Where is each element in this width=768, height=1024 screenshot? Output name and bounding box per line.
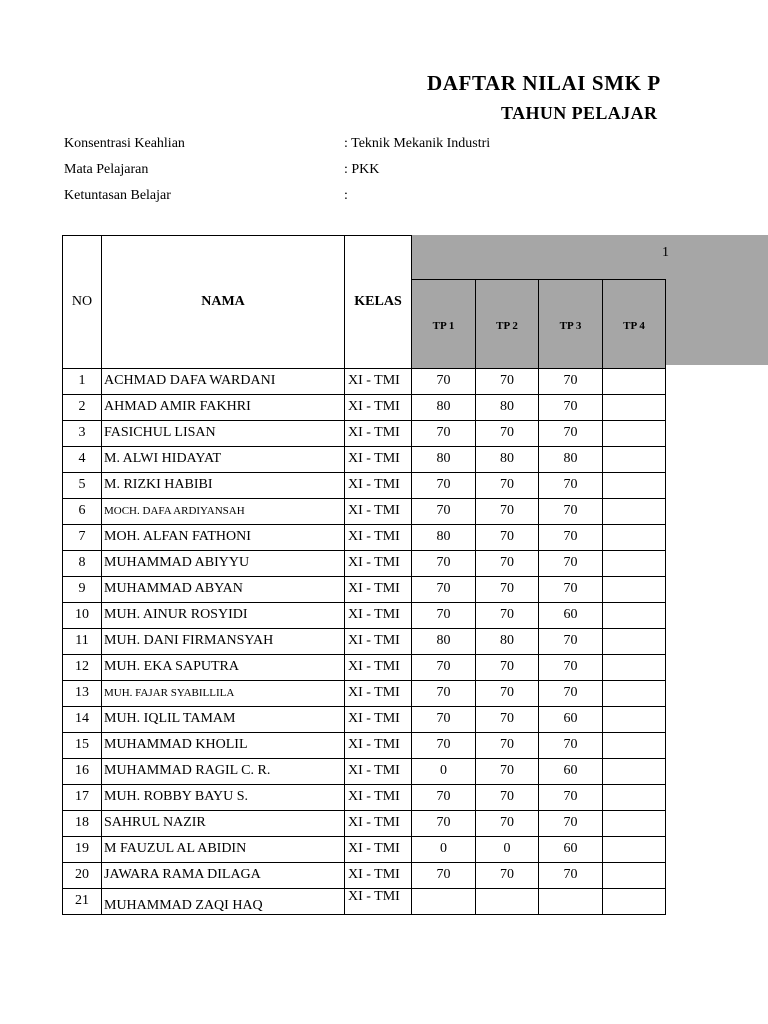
cell-tp4 bbox=[603, 784, 666, 810]
cell-tp3: 70 bbox=[539, 576, 603, 602]
cell-no: 2 bbox=[63, 394, 102, 420]
cell-tp1: 70 bbox=[412, 654, 476, 680]
header-tp1: TP 1 bbox=[412, 279, 476, 368]
table-row bbox=[63, 888, 666, 914]
cell-nama: MOH. ALFAN FATHONI bbox=[102, 524, 345, 550]
cell-tp1: 70 bbox=[412, 680, 476, 706]
table-row bbox=[63, 446, 666, 472]
cell-nama: MUH. FAJAR SYABILLILA bbox=[102, 680, 345, 706]
table-row bbox=[63, 654, 666, 680]
cell-kelas: XI - TMI bbox=[345, 758, 412, 784]
cell-tp1: 80 bbox=[412, 628, 476, 654]
cell-no: 19 bbox=[63, 836, 102, 862]
cell-nama: ACHMAD DAFA WARDANI bbox=[102, 368, 345, 394]
table-row bbox=[63, 368, 666, 394]
cell-tp2: 70 bbox=[476, 784, 539, 810]
table-row bbox=[63, 758, 666, 784]
table-row bbox=[63, 706, 666, 732]
cell-tp1: 0 bbox=[412, 758, 476, 784]
cell-tp4 bbox=[603, 368, 666, 394]
cell-tp2: 80 bbox=[476, 446, 539, 472]
cell-nama: MUHAMMAD KHOLIL bbox=[102, 732, 345, 758]
cell-nama: JAWARA RAMA DILAGA bbox=[102, 862, 345, 888]
cell-tp2: 70 bbox=[476, 472, 539, 498]
cell-tp4 bbox=[603, 810, 666, 836]
cell-tp4 bbox=[603, 628, 666, 654]
cell-tp3: 70 bbox=[539, 862, 603, 888]
cell-tp3: 60 bbox=[539, 706, 603, 732]
meta-value-ketuntasan: : bbox=[344, 188, 348, 203]
cell-tp2: 70 bbox=[476, 420, 539, 446]
cell-kelas: XI - TMI bbox=[345, 862, 412, 888]
cell-tp3: 70 bbox=[539, 810, 603, 836]
cell-kelas: XI - TMI bbox=[345, 784, 412, 810]
cell-tp1: 70 bbox=[412, 784, 476, 810]
cell-tp2: 70 bbox=[476, 576, 539, 602]
cell-tp2: 70 bbox=[476, 498, 539, 524]
cell-tp4 bbox=[603, 836, 666, 862]
table-row bbox=[63, 498, 666, 524]
table-row bbox=[63, 394, 666, 420]
cell-tp1: 70 bbox=[412, 810, 476, 836]
cell-kelas: XI - TMI bbox=[345, 368, 412, 394]
cell-tp2: 70 bbox=[476, 810, 539, 836]
table-row bbox=[63, 524, 666, 550]
grades-table bbox=[62, 235, 666, 915]
cell-tp4 bbox=[603, 524, 666, 550]
truncated-header-text: 1 bbox=[662, 245, 669, 260]
cell-tp2: 80 bbox=[476, 628, 539, 654]
cell-no: 17 bbox=[63, 784, 102, 810]
cell-tp2: 70 bbox=[476, 368, 539, 394]
cell-tp4 bbox=[603, 862, 666, 888]
cell-tp3: 60 bbox=[539, 758, 603, 784]
cell-nama: FASICHUL LISAN bbox=[102, 420, 345, 446]
cell-tp1 bbox=[412, 888, 476, 914]
cell-tp3: 60 bbox=[539, 836, 603, 862]
cell-tp3: 70 bbox=[539, 394, 603, 420]
table-row bbox=[63, 602, 666, 628]
cell-nama: MOCH. DAFA ARDIYANSAH bbox=[102, 498, 345, 524]
meta-value-mapel: : PKK bbox=[344, 162, 380, 177]
cell-tp1: 80 bbox=[412, 524, 476, 550]
cell-kelas: XI - TMI bbox=[345, 654, 412, 680]
cell-kelas: XI - TMI bbox=[345, 446, 412, 472]
cell-tp1: 70 bbox=[412, 420, 476, 446]
table-row bbox=[63, 628, 666, 654]
cell-no: 18 bbox=[63, 810, 102, 836]
cell-tp1: 0 bbox=[412, 836, 476, 862]
cell-kelas: XI - TMI bbox=[345, 628, 412, 654]
cell-tp4 bbox=[603, 758, 666, 784]
cell-nama: AHMAD AMIR FAKHRI bbox=[102, 394, 345, 420]
cell-nama: MUH. DANI FIRMANSYAH bbox=[102, 628, 345, 654]
cell-tp2: 70 bbox=[476, 758, 539, 784]
cell-no: 12 bbox=[63, 654, 102, 680]
cell-tp2: 80 bbox=[476, 394, 539, 420]
cell-tp4 bbox=[603, 654, 666, 680]
cell-no: 6 bbox=[63, 498, 102, 524]
header-kelas: KELAS bbox=[345, 236, 412, 369]
table-row bbox=[63, 784, 666, 810]
cell-tp3 bbox=[539, 888, 603, 914]
cell-tp1: 80 bbox=[412, 394, 476, 420]
cell-no: 1 bbox=[63, 368, 102, 394]
cell-kelas: XI - TMI bbox=[345, 550, 412, 576]
cell-no: 13 bbox=[63, 680, 102, 706]
cell-kelas: XI - TMI bbox=[345, 524, 412, 550]
cell-tp1: 70 bbox=[412, 732, 476, 758]
cell-no: 11 bbox=[63, 628, 102, 654]
cell-tp4 bbox=[603, 498, 666, 524]
cell-tp4 bbox=[603, 420, 666, 446]
cell-kelas: XI - TMI bbox=[345, 810, 412, 836]
cell-tp3: 70 bbox=[539, 628, 603, 654]
cell-kelas: XI - TMI bbox=[345, 680, 412, 706]
table-row bbox=[63, 810, 666, 836]
cell-tp3: 70 bbox=[539, 498, 603, 524]
cell-no: 4 bbox=[63, 446, 102, 472]
grades-table-body bbox=[63, 368, 666, 914]
cell-nama: MUHAMMAD ZAQI HAQ bbox=[102, 888, 345, 914]
meta-label-ketuntasan: Ketuntasan Belajar bbox=[64, 188, 171, 203]
cell-tp3: 70 bbox=[539, 784, 603, 810]
cell-no: 10 bbox=[63, 602, 102, 628]
cell-no: 8 bbox=[63, 550, 102, 576]
cell-tp4 bbox=[603, 888, 666, 914]
cell-no: 21 bbox=[63, 888, 102, 914]
cell-kelas: XI - TMI bbox=[345, 602, 412, 628]
cell-tp2: 70 bbox=[476, 550, 539, 576]
cell-tp1: 80 bbox=[412, 446, 476, 472]
table-row bbox=[63, 732, 666, 758]
cell-tp4 bbox=[603, 602, 666, 628]
table-row bbox=[63, 472, 666, 498]
cell-nama: MUH. ROBBY BAYU S. bbox=[102, 784, 345, 810]
header-tp4: TP 4 bbox=[603, 279, 666, 368]
cell-tp3: 70 bbox=[539, 732, 603, 758]
cell-tp4 bbox=[603, 472, 666, 498]
cell-tp1: 70 bbox=[412, 862, 476, 888]
cell-tp4 bbox=[603, 680, 666, 706]
cell-tp2: 70 bbox=[476, 706, 539, 732]
cell-nama: MUHAMMAD ABIYYU bbox=[102, 550, 345, 576]
cell-tp2: 0 bbox=[476, 836, 539, 862]
cell-kelas: XI - TMI bbox=[345, 498, 412, 524]
cell-no: 14 bbox=[63, 706, 102, 732]
table-row bbox=[63, 680, 666, 706]
cell-tp2: 70 bbox=[476, 654, 539, 680]
cell-tp1: 70 bbox=[412, 706, 476, 732]
header-nama: NAMA bbox=[102, 236, 345, 369]
cell-tp2: 70 bbox=[476, 602, 539, 628]
table-row bbox=[63, 836, 666, 862]
cell-kelas: XI - TMI bbox=[345, 576, 412, 602]
table-row bbox=[63, 862, 666, 888]
cell-tp1: 70 bbox=[412, 498, 476, 524]
cell-kelas: XI - TMI bbox=[345, 706, 412, 732]
cell-tp4 bbox=[603, 706, 666, 732]
cell-kelas: XI - TMI bbox=[345, 732, 412, 758]
meta-label-konsentrasi: Konsentrasi Keahlian bbox=[64, 136, 185, 151]
cell-tp3: 70 bbox=[539, 550, 603, 576]
document-subtitle: TAHUN PELAJAR bbox=[501, 103, 658, 123]
table-row bbox=[63, 576, 666, 602]
cell-kelas: XI - TMI bbox=[345, 394, 412, 420]
cell-tp4 bbox=[603, 446, 666, 472]
cell-nama: MUHAMMAD RAGIL C. R. bbox=[102, 758, 345, 784]
cell-nama: SAHRUL NAZIR bbox=[102, 810, 345, 836]
cell-tp3: 70 bbox=[539, 680, 603, 706]
cell-tp4 bbox=[603, 576, 666, 602]
cell-tp3: 80 bbox=[539, 446, 603, 472]
header-tp3: TP 3 bbox=[539, 279, 603, 368]
header-tp-group bbox=[412, 236, 666, 280]
header-no: NO bbox=[63, 236, 102, 369]
cell-tp2: 70 bbox=[476, 862, 539, 888]
cell-tp3: 70 bbox=[539, 368, 603, 394]
cell-tp3: 70 bbox=[539, 654, 603, 680]
cell-no: 5 bbox=[63, 472, 102, 498]
cell-tp1: 70 bbox=[412, 472, 476, 498]
cell-no: 7 bbox=[63, 524, 102, 550]
cell-kelas: XI - TMI bbox=[345, 420, 412, 446]
cell-nama: M. ALWI HIDAYAT bbox=[102, 446, 345, 472]
cell-tp4 bbox=[603, 732, 666, 758]
cell-tp2: 70 bbox=[476, 680, 539, 706]
cell-nama: MUH. EKA SAPUTRA bbox=[102, 654, 345, 680]
cell-tp2: 70 bbox=[476, 732, 539, 758]
cell-tp3: 60 bbox=[539, 602, 603, 628]
table-row bbox=[63, 420, 666, 446]
cell-no: 3 bbox=[63, 420, 102, 446]
cell-tp1: 70 bbox=[412, 368, 476, 394]
cell-no: 20 bbox=[63, 862, 102, 888]
cell-tp1: 70 bbox=[412, 550, 476, 576]
cell-nama: MUH. IQLIL TAMAM bbox=[102, 706, 345, 732]
cell-nama: MUH. AINUR ROSYIDI bbox=[102, 602, 345, 628]
cell-tp2 bbox=[476, 888, 539, 914]
document-title: DAFTAR NILAI SMK P bbox=[427, 71, 661, 95]
cell-nama: M. RIZKI HABIBI bbox=[102, 472, 345, 498]
cell-tp3: 70 bbox=[539, 420, 603, 446]
cell-tp2: 70 bbox=[476, 524, 539, 550]
cell-tp3: 70 bbox=[539, 472, 603, 498]
cell-kelas: XI - TMI bbox=[345, 836, 412, 862]
cell-tp3: 70 bbox=[539, 524, 603, 550]
header-tp2: TP 2 bbox=[476, 279, 539, 368]
cell-nama: MUHAMMAD ABYAN bbox=[102, 576, 345, 602]
cell-nama: M FAUZUL AL ABIDIN bbox=[102, 836, 345, 862]
cell-no: 16 bbox=[63, 758, 102, 784]
cell-no: 15 bbox=[63, 732, 102, 758]
meta-label-mapel: Mata Pelajaran bbox=[64, 162, 149, 177]
meta-value-konsentrasi: : Teknik Mekanik Industri bbox=[344, 136, 491, 151]
cell-kelas: XI - TMI bbox=[345, 472, 412, 498]
cell-tp1: 70 bbox=[412, 602, 476, 628]
cell-tp4 bbox=[603, 550, 666, 576]
cell-tp1: 70 bbox=[412, 576, 476, 602]
cell-kelas: XI - TMI bbox=[345, 888, 412, 914]
cell-no: 9 bbox=[63, 576, 102, 602]
table-row bbox=[63, 550, 666, 576]
cell-tp4 bbox=[603, 394, 666, 420]
